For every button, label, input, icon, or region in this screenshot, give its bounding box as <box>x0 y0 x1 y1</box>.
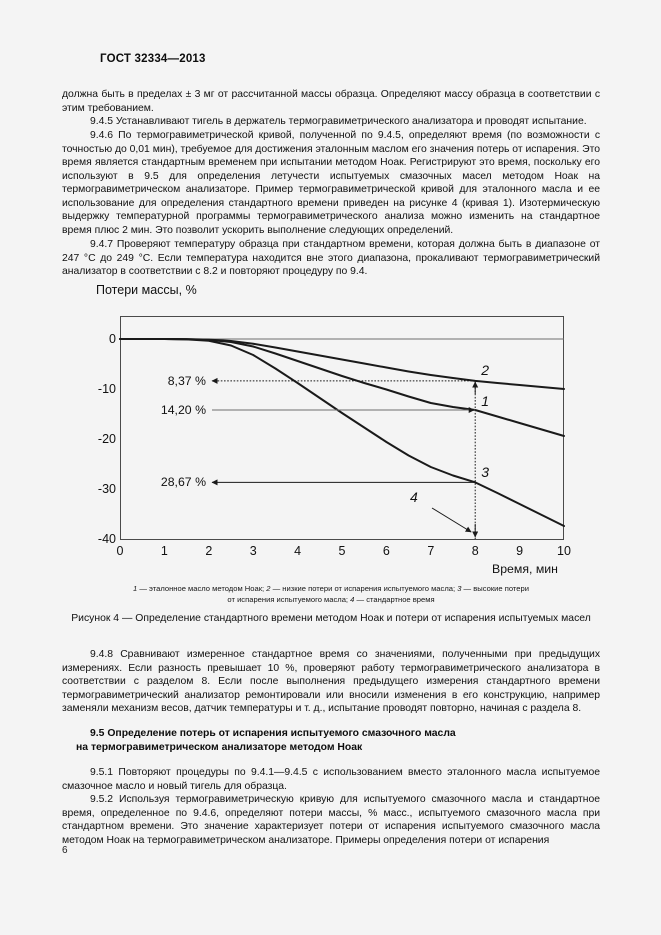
paragraph-text: 9.4.5 Устанавливают тигель в держатель термогравиметрического анализатора и проводят испытание. <box>90 116 587 127</box>
paragraph-9-4-5 <box>62 115 600 129</box>
value-label-2867: 28,67 % <box>160 475 206 490</box>
caption-text: от испарения испытуемого масла; <box>227 595 351 604</box>
x-tick-label: 3 <box>249 544 257 558</box>
paragraph-text: 9.4.6 По термогравиметрической кривой, полученной по 9.4.5, определяют время (по возможности с точностью до 0,01 мин), требуемое для достижения эталонным маслом его значения потерь от испарения. Это время является стандартным временем при испытании методом Ноак. Регистрируют это время, поскольку его используют в 9.5 для определения летучести испытуемых смазочных масел методом Ноак на термогравиметрическом анализаторе. Пример термогравиметрической кривой для эталонного масла и ее использование для определения стандартного времени приведен на рисунке 4 (кривая 1). Изотермическую выдержку температурной программы термогравиметрического анализа можно изменить на стандартное время плюс 2 мин. Это позволит ускорить выполнение следующих определений. <box>62 130 600 236</box>
x-tick-label: 10 <box>557 544 571 558</box>
chart-plot-area <box>62 313 600 575</box>
x-tick-label: 8 <box>471 544 479 558</box>
y-tick-label: 0 <box>109 332 116 346</box>
caption-series-num-1: 1 <box>133 584 138 593</box>
section-heading-line-2: на термогравиметрическом анализаторе методом Ноак <box>76 741 363 753</box>
paragraph-9-5-1 <box>62 766 600 793</box>
y-tick-label: -20 <box>97 432 116 446</box>
caption-text: — эталонное масло методом Ноак; <box>137 584 267 593</box>
x-tick-label: 7 <box>427 544 435 558</box>
y-tick-label: -40 <box>97 532 116 546</box>
caption-text: — стандартное время <box>354 595 435 604</box>
x-tick-label: 0 <box>116 544 124 558</box>
paragraph-text: 9.4.7 Проверяют температуру образца при стандартном времени, которая должна быть в диапазоне от 247 °С до 249 °С. Если температура находится вне этого диапазона, прокаливают термогравиметрический анализатор в соответствии с 8.2 и повторяют процедуру по 9.4. <box>62 239 600 278</box>
page-number: 6 <box>62 845 68 856</box>
chart-x-axis-title: Время, мин <box>492 562 558 576</box>
paragraph-text: 9.5.1 Повторяют процедуры по 9.4.1—9.4.5 с использованием вместо эталонного масла испытуемое смазочное масло и новый тигель для образца. <box>62 767 600 792</box>
caption-series-num-2: 2 <box>266 584 271 593</box>
paragraph-9-4-7 <box>62 238 600 279</box>
paragraph-9-5-2 <box>62 793 600 847</box>
caption-text: — высокие потери <box>461 584 529 593</box>
standard-header: ГОСТ 32334—2013 <box>100 53 206 65</box>
curve-label-3: 3 <box>481 464 489 480</box>
x-tick-label: 1 <box>160 544 168 558</box>
curve-label-1: 1 <box>481 392 489 409</box>
x-tick-label: 9 <box>516 544 524 558</box>
chart-svg <box>62 313 600 575</box>
caption-line-1 <box>62 583 600 594</box>
figure-4 <box>62 283 600 638</box>
x-tick-label: 4 <box>294 544 302 558</box>
section-heading-9-5 <box>62 727 600 754</box>
figure-caption-legend <box>62 583 600 605</box>
chart-curve-3 <box>120 339 564 526</box>
caption-series-num-4: 4 <box>350 595 355 604</box>
curve-label-4: 4 <box>410 489 418 505</box>
figure-title: Рисунок 4 — Определение стандартного времени методом Ноак и потери от испарения испытуемых масел <box>71 613 591 624</box>
y-tick-label: -10 <box>97 382 116 396</box>
curve-label-2: 2 <box>481 362 489 378</box>
caption-line-2 <box>62 594 600 605</box>
caption-series-num-3: 3 <box>457 584 462 593</box>
chart-y-axis-title: Потери массы, % <box>96 283 197 297</box>
paragraph-intro <box>62 88 600 115</box>
page-content <box>62 0 600 935</box>
x-tick-label: 6 <box>382 544 390 558</box>
paragraph-9-4-6 <box>62 129 600 237</box>
y-tick-label: -30 <box>97 482 116 496</box>
value-label-837: 8,37 % <box>167 373 206 388</box>
value-label-1420: 14,20 % <box>160 403 206 417</box>
paragraph-9-4-8 <box>62 648 600 716</box>
x-tick-label: 2 <box>205 544 213 558</box>
paragraph-text: 9.5.2 Используя термогравиметрическую кривую для испытуемого смазочного масла и стандартное время, определенное по 9.4.6, определяют потери массы, % масс., испытуемого смазочного масла при стандартном времени. Это значение характеризует потери от испарения испытуемого смазочного масла методом Ноак на термогравиметрическом анализаторе. Примеры определения потери от испарения <box>62 794 600 846</box>
paragraph-text: 9.4.8 Сравнивают измеренное стандартное время со значениями, полученными при предыдущих измерениях. Если разность превышает 10 %, проверяют работу термогравиметрического анализатора в соответствии с разделом 8. Если после выполнения предыдущего измерения стандартного времени термогравиметрический анализатор ремонтировали или вносили изменения в его конструкцию, например заменяли механизм весов, датчик температуры и т. д., испытание проводят повторно, начиная с раздела 8. <box>62 649 600 715</box>
standard-time-pointer <box>432 508 471 532</box>
paragraph-text: должна быть в пределах ± 3 мг от рассчитанной массы образца. Определяют массу образца в соответствии с этим требованием. <box>62 89 600 114</box>
section-heading-line-1: 9.5 Определение потерь от испарения испытуемого смазочного масла <box>90 728 456 739</box>
x-tick-label: 5 <box>338 544 346 558</box>
caption-text: — низкие потери от испарения испытуемого масла; <box>270 584 458 593</box>
